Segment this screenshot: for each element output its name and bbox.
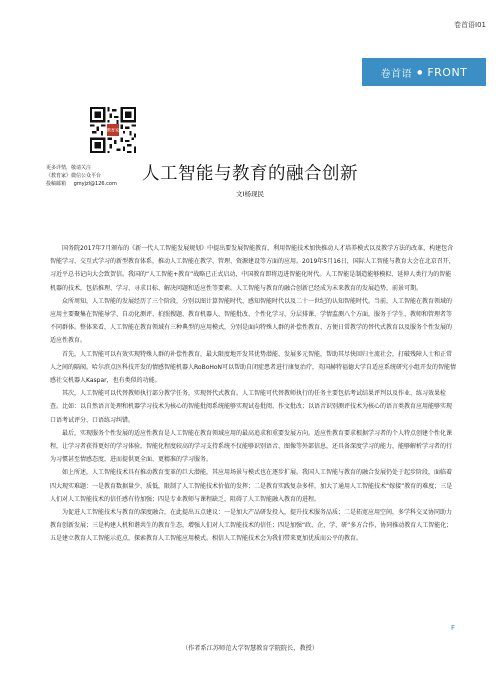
- article-title: 人工智能与教育的融合创新: [142, 164, 358, 184]
- qr-badge-label: 教育家: [106, 127, 120, 133]
- paragraph: 最后，实现服务个性发展的适应性教育是人工智能在教育领域应用的最高追求和重要发展方向。适应性教育要求根据学习者的个人特点创建个性化课程，让学习者获得更好的学习体验。智能化程度较高的学习支持系统不仅能够识别语音、图像等外部信息，还具备深度学习的能力，能够解析学习者的行为习惯甚至情感态度，进而提供更全面、更精准的学习服务。: [50, 429, 453, 464]
- bullet-icon: ●: [417, 68, 423, 76]
- paragraph: 如上所述，人工智能技术具有推动教育变革的巨大潜能，其应用场景与模式也在逐步扩展。我国人工智能与教育的融合发展仍处于起步阶段，面临着四大现实难题：一是教育数据量少、质低，限制了人工智能技术价值的发挥；二是教育实践复杂多样，加大了通用人工智能技术“嫁接”教育的难度；三是人们对人工智能技术的信任感有待加强；四是专业教师与课程缺乏，阻碍了人工智能融入教育的进程。: [50, 469, 453, 503]
- section-title-en: FRONT: [427, 65, 468, 79]
- paragraph: 国务院2017年7月颁布的《新一代人工智能发展规划》中提出要发展智能教育，利用智能技术加快推动人才培养模式以及教学方法的改革，构建包含智能学习、交互式学习的新型教育体系，推动人工智能在教学、管理、资源建设等方面的应用。2019年5月16日，国际人工智能与教育大会在北京召开，习近平总书记向大会致贺信。我国的“人工智能+教育”战略已正式启动，中国教育即将迈进智能化时代。人工智能是制造能够模拟、延伸人类行为的智能机器的技术，包括推理、学习、寻求目标、解决问题和适应性等要素。人工智能与教育的融合创新已经成为未来教育的发展趋势，前景可期。: [50, 245, 455, 292]
- author-signature: （作者系江苏师范大学智慧教育学院院长、教授）: [181, 645, 319, 652]
- article-author: 文Ⅰ杨现民: [236, 190, 264, 198]
- paragraph: 其次，人工智能可以代替教师执行部分教学任务，实现替代式教育。人工智能可代替教师执行的任务主要包括考试结果评判以及作业、练习效果检查。比如：以自然语言处理和机器学习技术为核心的智能批阅系统能够实现试卷批阅、作文批改；以语音识别测评技术为核心的语言类教育应用能够实现口语考试评分、口语练习纠错。: [50, 390, 453, 424]
- article-body: [50, 242, 457, 546]
- qr-note-platform: 《教育家》微信公众平台: [46, 173, 102, 179]
- qr-note-follow: 更多详情，敬请关注: [46, 165, 92, 171]
- section-title-zh: 卷首语: [380, 68, 413, 80]
- paragraph: 为促进人工智能技术与教育的深度融合，在此提出五点建议：一是加大产品研发投入，提升技术服务品质；二是拓宽应用空间，多学科交叉协同助力教育创新发展；三是构建人机和谐共生的教育生态，增强人们对人工智能技术的信任；四是加强“政、企、学、研”多方合作，协同推动教育人工智能化；五是建立教育人工智能示范点，探索教育人工智能应用模式。相信人工智能技术会为我们带来更加优质而公平的教育。: [50, 509, 453, 543]
- section-banner: [362, 58, 486, 86]
- page-number-tag: 卷首语I01: [454, 21, 486, 29]
- paragraph: 众所周知，人工智能的发展经历了三个阶段，分别以图计算智能时代、感知智能时代以及二十一世纪的认知智能时代。当前，人工智能在教育领域的应用主要聚集在智能导学、自动化测评、拍照搜题、教育机器人、智能批改、个性化学习、分层排课、学情监测八个方面，服务于学生、教师和管理者等不同群体。整体来看，人工智能在教育领域有三种典型的应用模式，分别是面向特殊人群的补偿性教育、方便日常教学的替代式教育以及服务个性发展的适应性教育。: [50, 297, 453, 345]
- qr-code[interactable]: [90, 107, 136, 153]
- end-mark: F: [451, 624, 456, 632]
- paragraph: 首先，人工智能可以有效实现特殊人群的补偿性教育，最大限度地开发其优势潜能、发展多元智能，帮助其尽快回归主流社会，打破残障人士和正常人之间的隔阂。哈尔滨点医科技开发的情感智能机器人RoBoHoN可以帮助自闭症患者进行康复治疗，英国赫特福德大学自适应系统研究小组开发的智能情感社交机器人Kaspar，也有类似的功能。: [50, 350, 457, 385]
- email-address[interactable]: gmyjzl@126.com: [73, 181, 117, 187]
- email-label: 投稿邮箱: [46, 181, 67, 187]
